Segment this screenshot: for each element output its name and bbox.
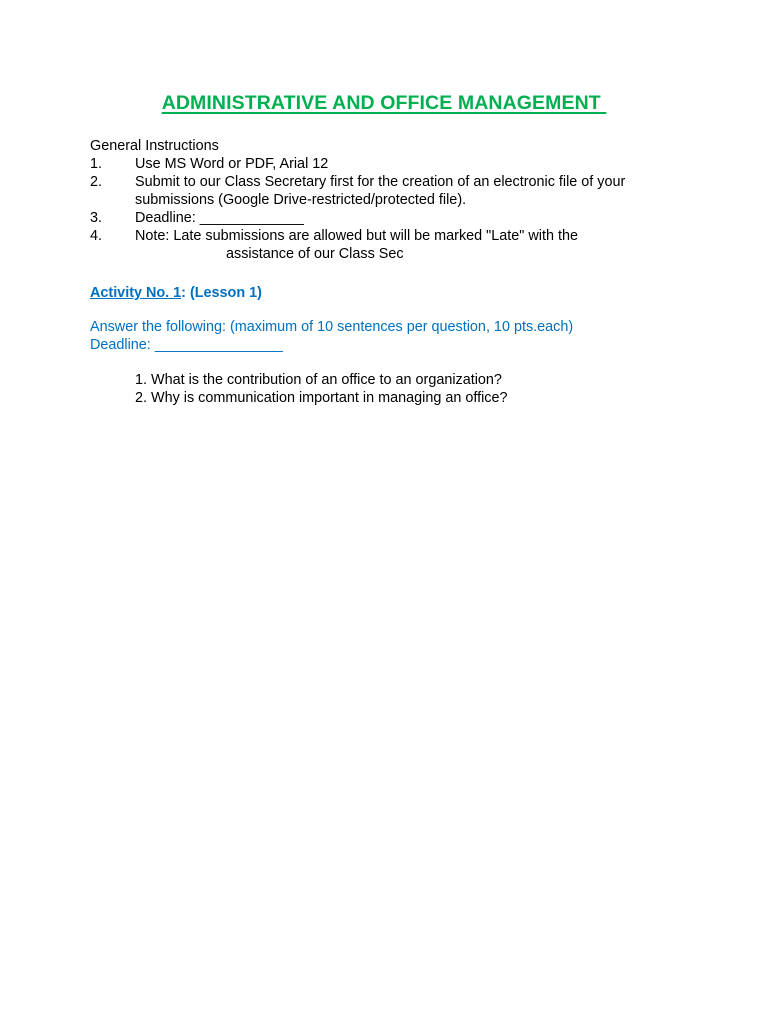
activity-deadline: Deadline: ________________ <box>90 337 283 353</box>
instruction-text: Submit to our Class Secretary first for the creation of an electronic file of your <box>135 174 626 190</box>
instruction-text-continued: assistance of our Class Sec <box>226 246 404 262</box>
activity-heading <box>90 284 262 302</box>
activity-link[interactable]: Activity No. 1 <box>90 285 182 301</box>
document-title-text: ADMINISTRATIVE AND OFFICE MANAGEMENT <box>161 92 607 114</box>
instruction-number: 3. <box>90 210 103 226</box>
question-item: 1. What is the contribution of an office to an organization? <box>135 372 502 388</box>
activity-lesson-label: : (Lesson 1) <box>181 285 262 301</box>
instructions-heading: General Instructions <box>90 138 219 154</box>
instruction-text: Use MS Word or PDF, Arial 12 <box>135 156 329 172</box>
instruction-number: 4. <box>90 228 103 244</box>
instruction-deadline: Deadline: _____________ <box>135 210 304 226</box>
document-title <box>0 92 768 115</box>
question-item: 2. Why is communication important in managing an office? <box>135 390 508 406</box>
instruction-number: 2. <box>90 174 103 190</box>
instruction-text-continued: submissions (Google Drive-restricted/protected file). <box>135 192 467 208</box>
instruction-number: 1. <box>90 156 103 172</box>
answer-prompt: Answer the following: (maximum of 10 sentences per question, 10 pts.each) <box>90 319 574 335</box>
instruction-text: Note: Late submissions are allowed but will be marked "Late" with the <box>135 228 578 244</box>
